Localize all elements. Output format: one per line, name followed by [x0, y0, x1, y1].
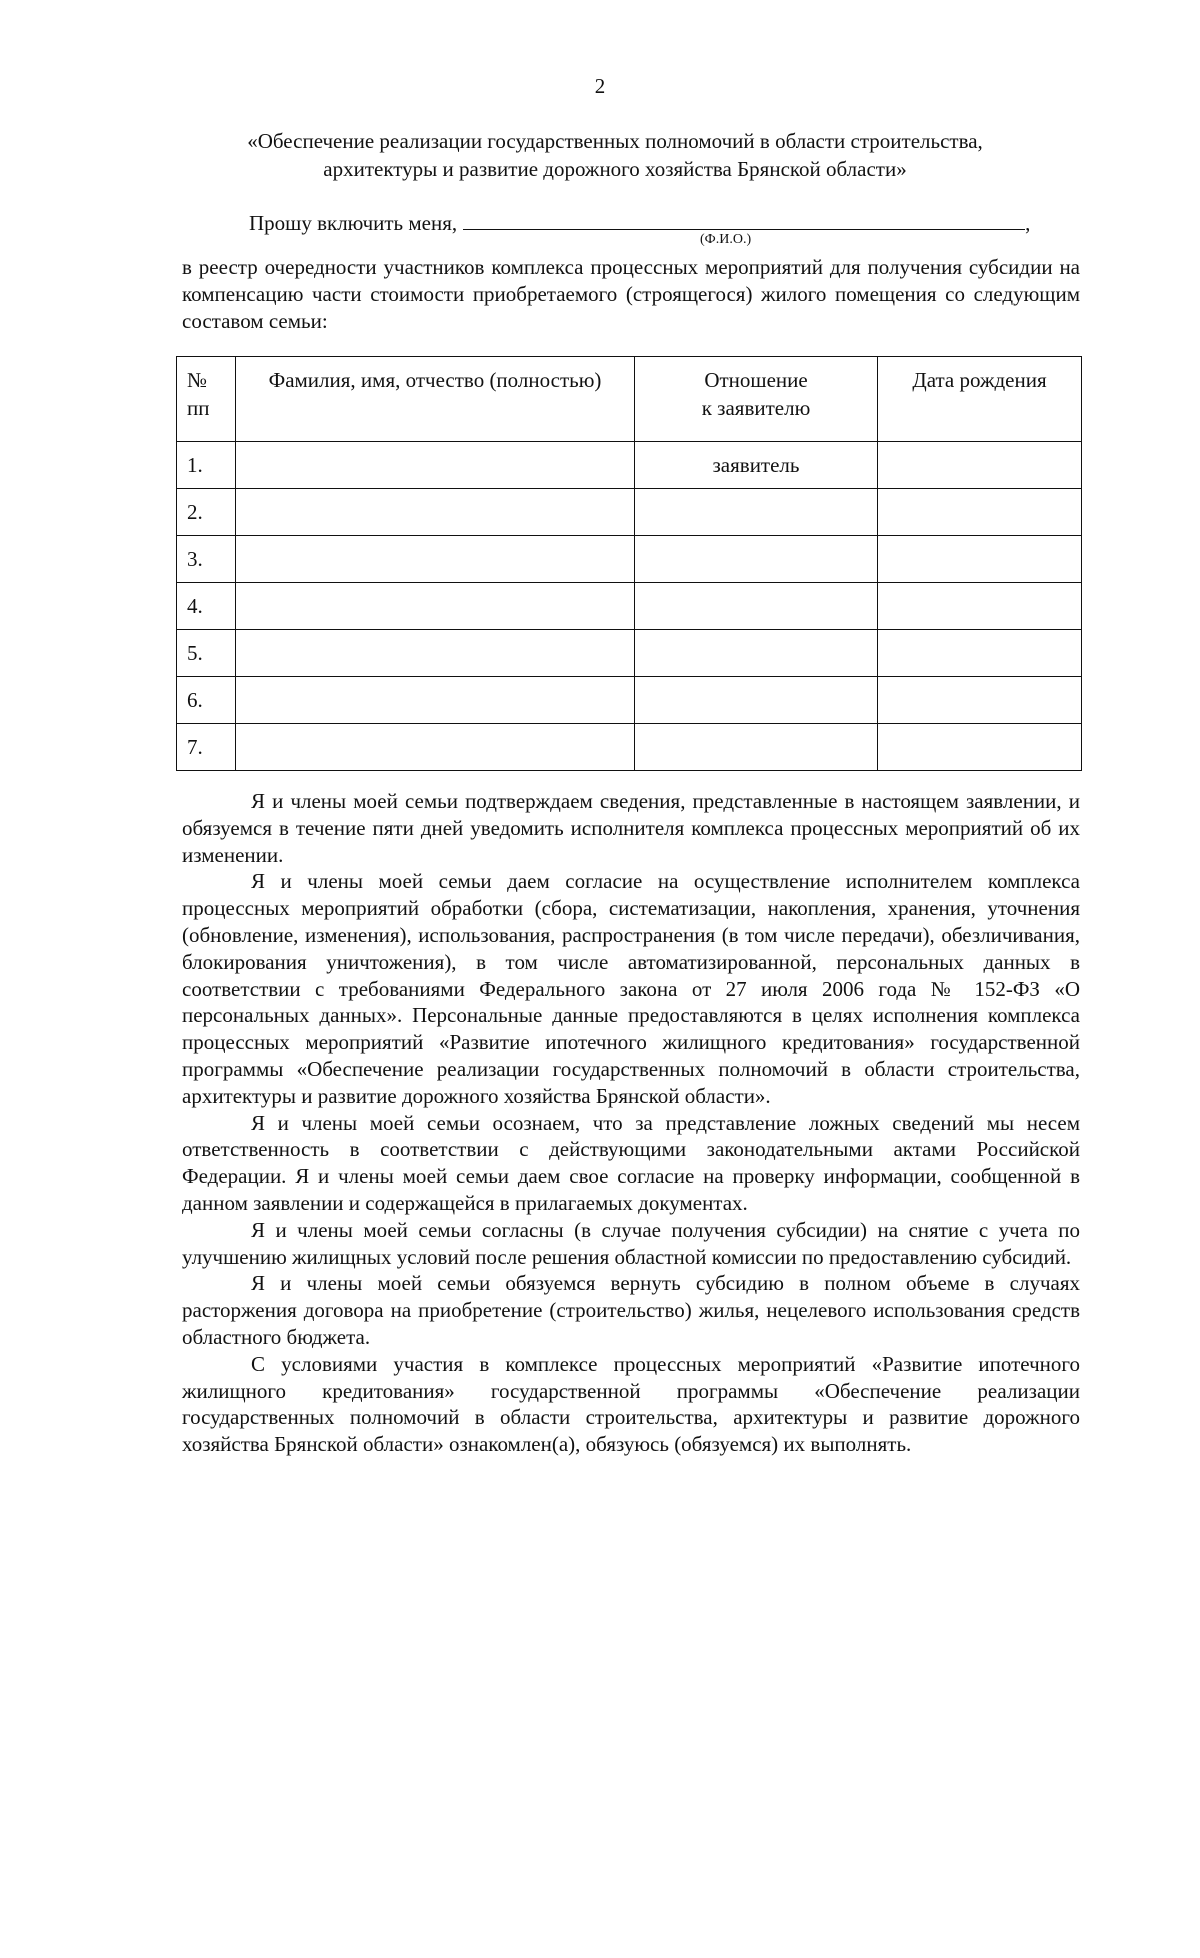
row-num: 2.: [177, 489, 236, 536]
fio-caption: (Ф.И.О.): [700, 232, 752, 247]
row-birth-date-cell[interactable]: [878, 442, 1082, 489]
paragraph-responsibility: Я и члены моей семьи осознаем, что за представление ложных сведений мы несем ответственность в соответствии с действующими законодательными актами Российской Федерации. Я и члены моей семьи даем свое согласие на проверку информации, сообщенной в данном заявлении и содержащейся в прилагаемых документах.: [182, 1110, 1080, 1215]
row-name-cell[interactable]: [236, 489, 635, 536]
header-name: Фамилия, имя, отчество (полностью): [236, 357, 635, 442]
row-num: 5.: [177, 630, 236, 677]
header-relation-line-1: Отношение: [704, 368, 808, 392]
paragraph-conditions: С условиями участия в комплексе процессных мероприятий «Развитие ипотечного жилищного кредитования» государственной программы «Обеспечение реализации государственных полномочий в области строительства, архитектуры и развитие дорожного хозяйства Брянской области» ознакомлен(а), обязуюсь (обязуемся) их выполнять.: [182, 1351, 1080, 1457]
request-intro: в реестр очередности участников комплекса процессных мероприятий для получения субсидии на компенсацию части стоимости приобретаемого (строящегося) жилого помещения со следующим составом семьи:: [182, 255, 1080, 333]
table-header-row: [177, 357, 1082, 442]
row-birth-date-cell[interactable]: [878, 536, 1082, 583]
row-num: 6.: [177, 677, 236, 724]
request-lead: Прошу включить меня,: [249, 211, 458, 235]
row-relation-cell[interactable]: [635, 677, 878, 724]
header-birth-date: Дата рождения: [878, 357, 1082, 442]
table-row: [177, 536, 1082, 583]
row-relation-cell[interactable]: заявитель: [635, 442, 878, 489]
header-num-line-2: пп: [187, 396, 210, 420]
statement-body: [182, 788, 1080, 1458]
table-row: [177, 583, 1082, 630]
paragraph-deregistration: Я и члены моей семьи согласны (в случае получения субсидии) на снятие с учета по улучшению жилищных условий после решения областной комиссии по предоставлению субсидий.: [182, 1217, 1080, 1269]
row-name-cell[interactable]: [236, 630, 635, 677]
header-relation-line-2: к заявителю: [701, 396, 811, 420]
row-birth-date-cell[interactable]: [878, 583, 1082, 630]
paragraph-personal-data-consent: Я и члены моей семьи даем согласие на осуществление исполнителем комплекса процессных мероприятий обработки (сбора, систематизации, накопления, хранения, уточнения (обновление, изменения), использования, распространения (в том числе передачи), обезличивания, блокирования уничтожения), в том числе автоматизированной, персональных данных в соответствии с требованиями Федерального закона от 27 июля 2006 года № 152-ФЗ «О персональных данных». Персональные данные предоставляются в целях исполнения комплекса процессных мероприятий «Развитие ипотечного жилищного кредитования» государственной программы «Обеспечение реализации государственных полномочий в области строительства, архитектуры и развитие дорожного хозяйства Брянской области».: [182, 869, 1080, 1108]
table-row: [177, 630, 1082, 677]
paragraph-refund: Я и члены моей семьи обязуемся вернуть субсидию в полном объеме в случаях расторжения договора на приобретение (строительство) жилья, нецелевого использования средств областного бюджета.: [182, 1271, 1080, 1349]
table-row: [177, 724, 1082, 771]
fio-blank-field[interactable]: [463, 209, 1025, 230]
row-relation-cell[interactable]: [635, 536, 878, 583]
row-num: 1.: [177, 442, 236, 489]
page-number: 2: [594, 74, 606, 98]
row-relation-cell[interactable]: [635, 583, 878, 630]
document-title: [150, 127, 1080, 183]
row-name-cell[interactable]: [236, 442, 635, 489]
row-num: 7.: [177, 724, 236, 771]
table-row: [177, 677, 1082, 724]
row-birth-date-cell[interactable]: [878, 724, 1082, 771]
row-relation-cell[interactable]: [635, 489, 878, 536]
row-num: 4.: [177, 583, 236, 630]
request-trailing-comma: ,: [1025, 211, 1031, 235]
table-row: [177, 442, 1082, 489]
header-relation: [635, 357, 878, 442]
row-birth-date-cell[interactable]: [878, 630, 1082, 677]
header-num-line-1: №: [187, 368, 208, 392]
title-line-1: «Обеспечение реализации государственных полномочий в области строительства,: [247, 129, 983, 153]
row-name-cell[interactable]: [236, 536, 635, 583]
paragraph-confirmation: Я и члены моей семьи подтверждаем сведения, представленные в настоящем заявлении, и обязуемся в течение пяти дней уведомить исполнителя комплекса процессных мероприятий об их изменении.: [182, 789, 1080, 867]
row-birth-date-cell[interactable]: [878, 489, 1082, 536]
row-birth-date-cell[interactable]: [878, 677, 1082, 724]
family-table: [176, 356, 1082, 771]
row-name-cell[interactable]: [236, 583, 635, 630]
header-num: [177, 357, 236, 442]
row-relation-cell[interactable]: [635, 630, 878, 677]
row-relation-cell[interactable]: [635, 724, 878, 771]
row-name-cell[interactable]: [236, 677, 635, 724]
table-row: [177, 489, 1082, 536]
request-line: [249, 209, 1030, 236]
row-num: 3.: [177, 536, 236, 583]
row-name-cell[interactable]: [236, 724, 635, 771]
title-line-2: архитектуры и развитие дорожного хозяйства Брянской области»: [323, 157, 907, 181]
